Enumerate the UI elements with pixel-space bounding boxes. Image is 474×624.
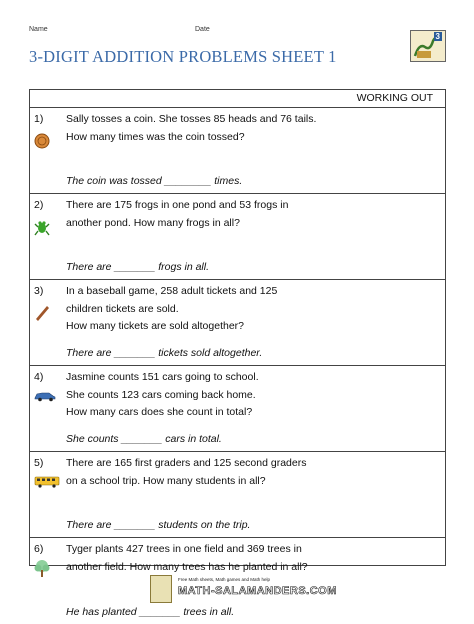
- problem-number: 4): [34, 371, 44, 383]
- problem-5: [30, 452, 445, 538]
- salamander-footer-icon: [150, 575, 172, 603]
- baseball-bat-icon: [33, 302, 51, 324]
- coin-icon: [33, 132, 51, 150]
- problem-text: There are 165 first graders and 125 second graders on a school trip. How many students in all?: [66, 457, 307, 487]
- answer-line: He has planted _______ trees in all.: [66, 605, 235, 618]
- car-icon: [33, 390, 57, 402]
- footer-tagline: Free Math sheets, Math games and Math help: [178, 577, 271, 582]
- problem-number: 5): [34, 457, 44, 469]
- problem-text: In a baseball game, 258 adult tickets and 125 children tickets are sold. How many tickets are sold altogether?: [66, 285, 278, 332]
- problem-2: [30, 194, 445, 280]
- answer-line: There are _______ students on the trip.: [66, 518, 251, 531]
- logo: [410, 30, 446, 62]
- problem-number: 6): [34, 543, 44, 555]
- table-header-row: [30, 90, 445, 108]
- problem-number: 2): [34, 199, 44, 211]
- name-label: Name: [29, 26, 48, 33]
- problem-text: There are 175 frogs in one pond and 53 frogs in another pond. How many frogs in all?: [66, 199, 289, 229]
- problem-number: 1): [34, 113, 44, 125]
- page-title: 3-DIGIT ADDITION PROBLEMS SHEET 1: [29, 47, 337, 66]
- problem-text: Jasmine counts 151 cars going to school. She counts 123 cars coming back home. How many cars does she count in total?: [66, 371, 259, 418]
- footer-branding: [150, 575, 390, 605]
- footer-brand: MATH-SALAMANDERS.COM: [178, 585, 337, 597]
- problem-number: 3): [34, 285, 44, 297]
- answer-line: She counts _______ cars in total.: [66, 432, 222, 445]
- problem-text: Sally tosses a coin. She tosses 85 heads and 76 tails. How many times was the coin tossed?: [66, 113, 317, 143]
- school-bus-icon: [33, 476, 61, 488]
- answer-line: There are _______ tickets sold altogether.: [66, 346, 263, 359]
- date-label: Date: [195, 26, 210, 33]
- answer-line: The coin was tossed ________ times.: [66, 174, 243, 187]
- tree-icon: [33, 558, 51, 580]
- problem-1: [30, 108, 445, 194]
- problem-3: [30, 280, 445, 366]
- answer-line: There are _______ frogs in all.: [66, 260, 210, 273]
- working-out-label: WORKING OUT: [356, 92, 433, 104]
- problem-4: [30, 366, 445, 452]
- problem-text: Tyger plants 427 trees in one field and 369 trees in another field. How many trees has he planted in all?: [66, 543, 308, 573]
- frog-icon: [33, 218, 51, 236]
- logo-number: 3: [435, 32, 440, 41]
